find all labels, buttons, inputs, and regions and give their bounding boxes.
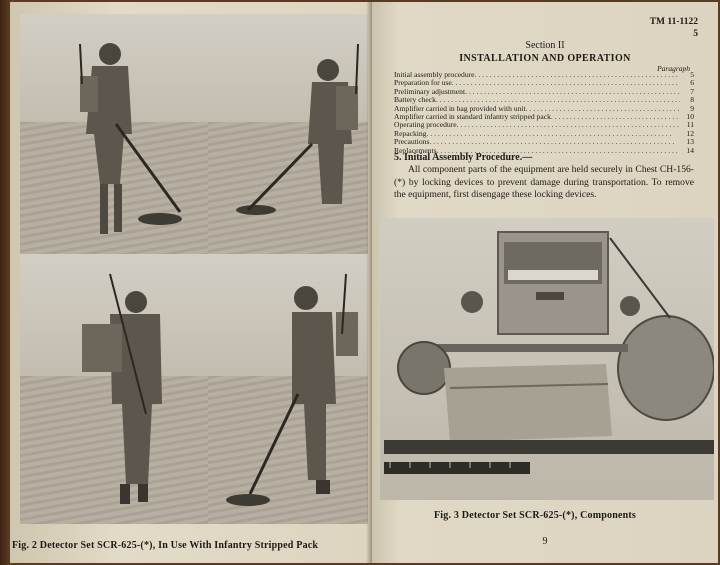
- fig3-caption: Fig. 3 Detector Set SCR-625-(*), Components: [434, 510, 636, 521]
- toc-row: Repacking . . . 12: [394, 130, 694, 138]
- toc-row: Operating procedure . . . 11: [394, 121, 694, 129]
- photo-soldier-rear-view: [20, 254, 208, 524]
- photo-soldier-sweeping-top-left: [20, 14, 208, 254]
- toc-row: Initial assembly procedure . . . 5: [394, 71, 694, 79]
- body-paragraph: All component parts of the equipment are held securely in Chest CH-156-(*) by locking devices to prevent damage during transportation. To remove the equipment, first disengage these locking devices.: [394, 164, 694, 201]
- fig2-caption: Fig. 2 Detector Set SCR-625-(*), In Use With Infantry Stripped Pack: [12, 540, 319, 551]
- tm-number: TM 11-1122: [649, 17, 698, 27]
- toc-row: Replacements . . . 14: [394, 147, 694, 155]
- left-page: [10, 2, 372, 563]
- section-title: Section II: [525, 40, 565, 51]
- paragraph-column-header: Paragraph: [657, 64, 690, 73]
- toc-row: Preliminary adjustment . . . 7: [394, 88, 694, 96]
- toc-row: Precautions . . . 13: [394, 138, 694, 146]
- toc-row: Preparation for use . . . 6: [394, 79, 694, 87]
- toc-row: Amplifier carried in standard infantry stripped pack . . . 10: [394, 113, 694, 121]
- subsection-heading: 5. Initial Assembly Procedure.—: [394, 152, 533, 163]
- table-of-contents: [394, 71, 694, 155]
- toc-row: Amplifier carried in bag provided with unit . . . 9: [394, 105, 694, 113]
- right-page: [372, 2, 718, 563]
- page-number: 9: [542, 536, 548, 547]
- tm-header: [650, 16, 698, 40]
- section-heading: INSTALLATION AND OPERATION: [459, 53, 631, 64]
- photo-soldier-sweeping-bottom-right: [208, 254, 368, 524]
- toc-row: Battery check . . . 8: [394, 96, 694, 104]
- photo-soldier-sweeping-top-right: [208, 14, 368, 254]
- photo-detector-components: [380, 218, 714, 500]
- tm-page: 5: [693, 29, 698, 39]
